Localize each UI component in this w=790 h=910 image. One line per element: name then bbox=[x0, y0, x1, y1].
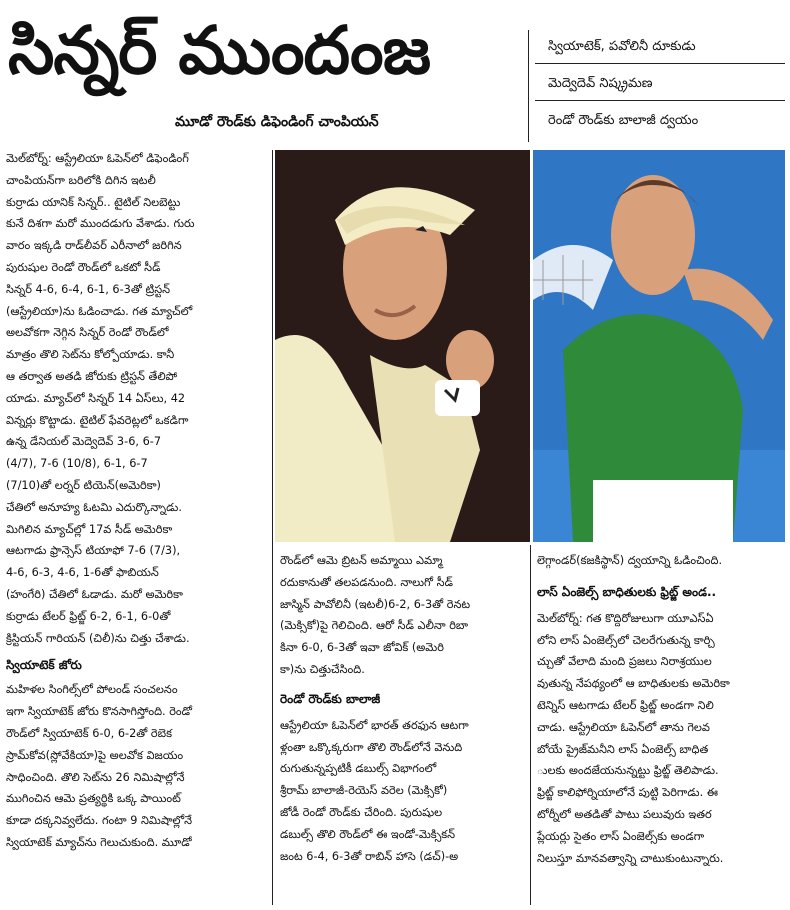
kicker-rule-2 bbox=[535, 100, 785, 101]
text-line: ఉన్న డేనియల్ మెద్వెదెవ్ 3-6, 6-7 bbox=[6, 435, 162, 449]
text-line: అలవోకగా నెగ్గిన సిన్నర్ రెండో రౌండ్‌లో bbox=[6, 326, 169, 340]
column-divider-1 bbox=[272, 150, 273, 905]
text-line: కినా 6-0, 6-3తో ఇవా జోవిక్ (అమెరి bbox=[280, 641, 444, 655]
text-line: మెల్‌బోర్న్: ఆస్ట్రేలియా ఓపెన్‌లో డిఫెండింగ్ bbox=[6, 152, 189, 165]
text-line: ఆస్ట్రేలియా ఓపెన్‌లో భారత్ తరఫున ఆటగా bbox=[280, 718, 469, 732]
text-line: జంట 6-4, 6-3తో రాబిన్ హాసె (డచ్)-అ bbox=[280, 849, 459, 863]
text-line: కునే దిశగా మరో ముందడుగు వేశాడు. గురు bbox=[6, 217, 195, 231]
text-line: ఇగా స్వియాటెక్ జోరు కొనసాగిస్తోంది. రెండో bbox=[6, 705, 193, 719]
kicker-3: రెండో రౌండ్‌కు బాలాజీ ద్వయం bbox=[548, 113, 699, 128]
text-line: కూడా దక్కనివ్వలేదు. గంటా 9 నిమిషాల్లోనే bbox=[6, 814, 193, 828]
text-line: టెన్నిస్ ఆటగాడు టేలర్ ఫ్రిట్జ్ అండగా నిలి bbox=[537, 698, 714, 712]
text-line: (ఆస్ట్రేలియా)ను ఓడించాడు. గత మ్యాచ్‌లో bbox=[6, 304, 193, 318]
text-line: క్రిస్టియన్ గారియన్ (చిలీ)ను చిత్తు చేశాడు. bbox=[6, 631, 190, 645]
text-line: చాంపియన్‌గా బరిలోకి దిగిన ఇటలీ bbox=[6, 173, 156, 187]
photo-sinner bbox=[275, 150, 530, 542]
headline: సిన్నర్ ముందంజ bbox=[8, 12, 430, 89]
text-line: మహిళల సింగిల్స్‌లో పోలండ్ సంచలనం bbox=[6, 683, 178, 697]
text-line: లెగ్గాండర్(కజకిస్థాన్) ద్వయాన్ని ఓడించింది. bbox=[537, 554, 723, 567]
text-line: స్వియాటెక్ మ్యాచ్‌ను గెలుచుకుంది. మూడో bbox=[6, 835, 192, 849]
sinner-illustration bbox=[275, 150, 530, 542]
column-2 bbox=[280, 550, 524, 867]
text-line: మెల్‌బోర్న్: గత కొద్దిరోజులుగా యూఎస్‌ఏ bbox=[537, 611, 714, 625]
text-line: రదుకానుతో తలపడనుంది. నాలుగో సీడ్ bbox=[280, 575, 453, 589]
text-line: నిలుస్తూ మానవత్వాన్ని చాటుకుంటున్నారు. bbox=[537, 851, 724, 865]
text-line: మాత్రం తొలి సెట్‌ను కోల్పోయాడు. కానీ bbox=[6, 348, 175, 362]
text-line: శ్రీరామ్ బాలాజీ-రెయెస్ వరెల (మెక్సికో) bbox=[280, 784, 448, 798]
text-line: వుతున్న నేపథ్యంలో ఆ బాధితులకు అమెరికా bbox=[537, 677, 730, 691]
text-line: స్రామ్‌కోవ(స్లోవేకియా)పై అలవోక విజయం bbox=[6, 748, 184, 762]
text-line: ులకు అందజేయనున్నట్టు ఫ్రిట్జ్ తెలిపాడు. bbox=[537, 764, 719, 778]
text-line: జాస్మిన్ పావోలినీ (ఇటలీ)6-2, 6-3తో రెనట bbox=[280, 597, 471, 611]
subhead-fritz: లాస్ ఏంజెల్స్ బాధితులకు ఫ్రిట్జ్ అండ.. bbox=[537, 584, 717, 599]
text-line: రుగుతున్నప్పటికీ డబుల్స్ విభాగంలో bbox=[280, 762, 437, 776]
text-line: ఆటగాడు ఫ్రాన్సెస్ టియాఫో 7-6 (7/3), bbox=[6, 544, 181, 558]
column-divider-2 bbox=[530, 545, 531, 905]
kicker-divider bbox=[528, 30, 529, 142]
text-line: ళ్లంతా ఒక్కొక్కరుగా తొలి రౌండ్‌లోనే వెనుది bbox=[280, 740, 463, 754]
text-line: (7/10)తో లర్నర్ టియెన్(అమెరికా) bbox=[6, 478, 161, 492]
text-line: సిన్నర్ 4-6, 6-4, 6-1, 6-3తో ట్రిస్టన్ bbox=[6, 282, 171, 296]
subheadline: మూడో రౌండ్‌కు డిఫెండింగ్ చాంపియన్ bbox=[175, 114, 379, 130]
text-line: పురుషుల రెండో రౌండ్‌లో ఒకటో సీడ్ bbox=[6, 260, 161, 274]
text-line: యాడు. మ్యాచ్‌లో సిన్నర్ 14 ఏస్‌లు, 42 bbox=[6, 391, 186, 405]
text-line: రౌండ్‌లో ఆమె బ్రిటన్ అమ్మాయి ఎమ్మా bbox=[280, 554, 443, 567]
medvedev-illustration bbox=[533, 150, 785, 542]
text-line: చేతిలో అనూహ్య ఓటమి ఎదుర్కొన్నాడు. bbox=[6, 500, 182, 514]
column-1 bbox=[6, 148, 268, 854]
text-line: 4-6, 6-3, 4-6, 1-6తో ఫాబియన్ bbox=[6, 566, 159, 580]
text-line: వారం ఇక్కడి రాడ్‌లీవర్ ఎరీనాలో జరిగిన bbox=[6, 239, 182, 253]
text-line: (4/7), 7-6 (10/8), 6-1, 6-7 bbox=[6, 457, 148, 471]
text-line: ముగించిన ఆమె ప్రత్యర్థికి ఒక్క పాయింట్ bbox=[6, 792, 181, 806]
kicker-2: మెద్వెదెవ్ నిష్క్రమణ bbox=[548, 76, 653, 91]
text-line: కుర్రాడు టేలర్ ఫ్రిట్జ్ 6-2, 6-1, 6-0తో bbox=[6, 609, 171, 623]
text-line: విన్నర్లు కొట్టాడు. టైటిల్ ఫేవరెట్లలో ఒకడిగా bbox=[6, 413, 189, 427]
text-line: సాధించింది. తొలి సెట్‌ను 26 నిమిషాల్లోనే bbox=[6, 770, 185, 784]
text-line: లోని లాస్ ఏంజెల్స్‌లో చెలరేగుతున్న కార్చి bbox=[537, 633, 715, 647]
text-line: కా)ను చిత్తుచేసింది. bbox=[280, 662, 365, 676]
column-3 bbox=[537, 550, 785, 869]
text-line: డబుల్స్ తొలి రౌండ్‌లో ఈ ఇండో-మెక్సికన్ bbox=[280, 827, 456, 841]
text-line: మిగిలిన మ్యాచ్‌ల్లో 17వ సీడ్ అమెరికా bbox=[6, 522, 173, 536]
photo-medvedev bbox=[533, 150, 785, 542]
text-line: (మెక్సికో)పై గెలిచింది. ఆరో సీడ్ ఎలీనా రిబా bbox=[280, 619, 469, 633]
text-line: ప్లేయర్లు సైతం లాస్ ఏంజెల్స్‌కు అండగా bbox=[537, 829, 705, 843]
text-line: ఫ్రిట్జ్ కాలిఫోర్నియాలోనే పుట్టి పెరిగాడు. ఈ bbox=[537, 786, 719, 800]
text-line: జోడీ రెండో రౌండ్‌కు చేరింది. పురుషుల bbox=[280, 805, 443, 819]
text-line: కుర్రాడు యానిక్ సిన్నర్.. టైటిల్ నిలబెట్టు bbox=[6, 195, 181, 209]
text-line: చాడు. ఆస్ట్రేలియా ఓపెన్‌లో తాను గెలవ bbox=[537, 720, 710, 734]
text-line: చ్చుతో వేలాది మంది ప్రజలు నిరాశ్రయుల bbox=[537, 655, 712, 669]
kicker-1: స్వియాటెక్, పవోలినీ దూకుడు bbox=[548, 39, 696, 54]
text-line: టోర్నీలో అతడితో పాటు పలువురు ఇతర bbox=[537, 807, 712, 821]
kicker-rule-1 bbox=[535, 63, 785, 64]
text-line: ఆ తర్వాత అతడి జోరుకు ట్రిస్టన్ తేలిపో bbox=[6, 369, 178, 383]
text-line: రౌండ్‌లో స్వియాటెక్ 6-0, 6-2తో రెబెక bbox=[6, 726, 172, 740]
subhead-swiatek: స్వియాటెక్ జోరు bbox=[6, 658, 82, 673]
subhead-balaji: రెండో రౌండ్‌కు బాలాజీ bbox=[280, 691, 381, 706]
text-line: బోయే ప్రైజ్‌మనీని లాస్ ఏంజెల్స్ బాధిత bbox=[537, 742, 709, 756]
text-line: (హంగేరి) చేతిలో ఓడాడు. మరో అమెరికా bbox=[6, 587, 183, 601]
